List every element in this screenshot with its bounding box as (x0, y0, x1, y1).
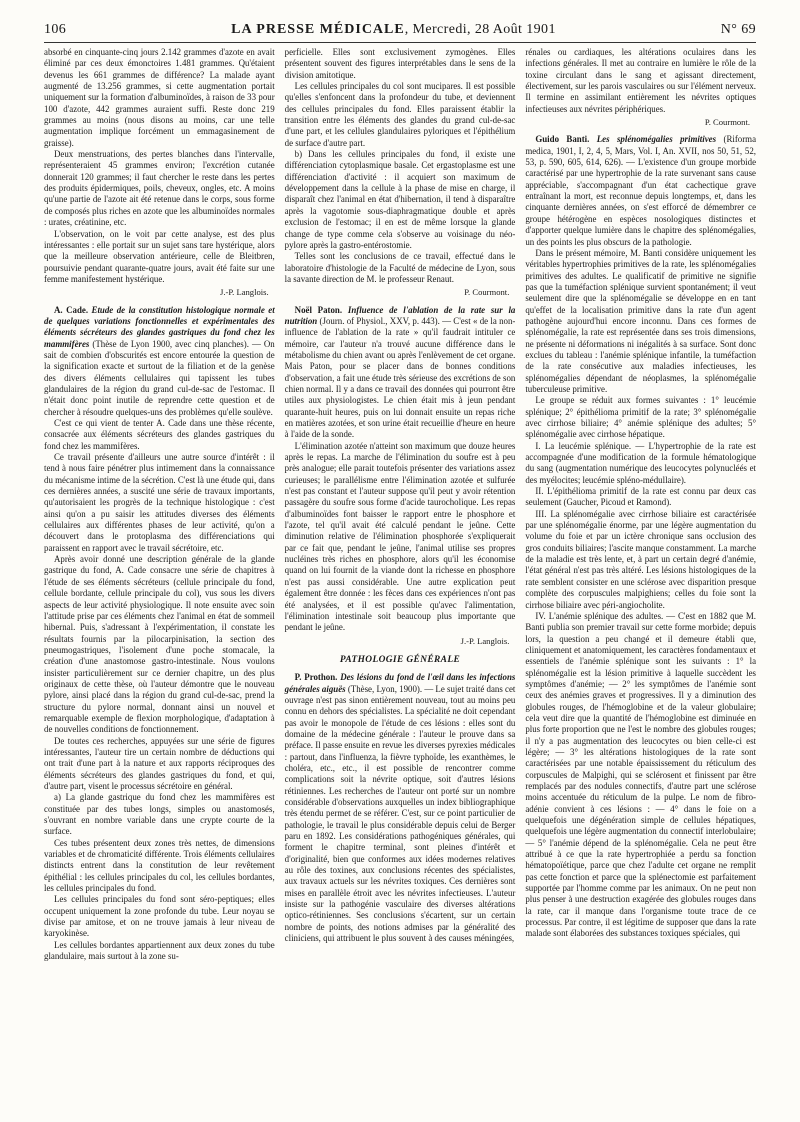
paragraph: L'observation, on le voit par cette analyse, est des plus intéressantes : elle portait sur un sujet sans tare hystérique, alors que la meilleure observation antérieure, celle de Bleitbren, poursuivie pendant quarante-quatre jours, avait été faite sur une femme manifestement hystérique. (44, 228, 275, 284)
review-title: Etude de la constitution histologique normale et de quelques variations fonctionnelles et expérimentales des éléments sécréteurs des glandes gastriques du fond chez les mammifères (44, 304, 275, 349)
review-entry (44, 305, 275, 418)
author-signature: J.-P. Langlois. (219, 287, 269, 298)
paragraph: Telles sont les conclusions de ce travail, effectué dans le laboratoire d'histologie de la Faculté de médecine de Lyon, sous la savante direction de M. le professeur Renaut. (284, 251, 516, 284)
paragraph: C'est ce qui vient de tenter A. Cade dans une thèse récente, consacrée aux éléments sécréteurs des glandes gastriques du fond chez les mammifères. (44, 418, 275, 451)
paragraph: L'élimination azotée n'atteint son maximum que douze heures après le repas. La marche de l'élimination du soufre est à peu près analogue; elle parait toutefois présenter des variations assez curieuses; le parallélisme entre l'élimination azotée et sulfurée n'est pas constant et l'auteur suppose qu'il peut y avoir rétention passagère du soufre sous forme d'acide taurocholique. Les repas d'albuminoïdes font baisser le rapport entre le phosphore et l'azote, tel qu'il avait été calculé pendant le jeûne. Cette diminution relative de l'élimination phosphorée s'expliquerait par ce fait que, pendant le jeûne, l'animal utilise ses propres nucléines très riches en phosphore, alors qu'il les économise quand on lui fournit de la viande dont la richesse en phosphore n'est pas aussi considérable. Une autre explication peut également être donnée : les fèces dans ces expériences n'ont pas été analysées, et il est possible qu'avec l'alimentation, l'élimination intestinale soit beaucoup plus importante que pendant le jeûne. (284, 440, 516, 633)
issue-date: , Mercredi, 28 Août 1901 (404, 22, 556, 37)
review-title: Influence de l'ablation de la rate sur la nutrition (284, 304, 516, 326)
review-author: A. Cade. (54, 304, 89, 315)
author-signature: P. Courmont. (464, 287, 510, 298)
review-body: (Riforma medica, 1901, I, 2, 4, 5, Mars, Vol. I, An. XVII, nos 50, 51, 52, 53, p. 590, 605, 614, 626). — L'existence d'un groupe morbide caractérisé par une hypertrophie de la rate survenant sans cause appréciable, s'accompagnant d'un état cachectique grave entraînant la mort, est reconnue depuis longtemps, et, dans les cinquante dernières années, on s'est efforcé de démembrer ce groupe hétérogène en espèces nosologiques distinctes et d'apporter quelque lumière dans le chapitre des splénomégalies, un des points les plus obscurs de la pathologie. (525, 134, 757, 247)
author-signature: P. Courmont. (704, 117, 751, 128)
paragraph: Les cellules bordantes appartiennent aux deux zones du tube glandulaire, mais surtout à la zone su- (44, 939, 275, 962)
section-heading: PATHOLOGIE GÉNÉRALE (339, 654, 461, 665)
review-title: Les splénomégalies primitives (596, 134, 717, 145)
paragraph: IV. L'anémie splénique des adultes. — C'est en 1882 que M. Banti publia son premier travail sur cette forme morbide; depuis lors, la question a peu changé et il demeure établi que, cliniquement et anatomiquement, les caractères fondamentaux et essentiels de l'anémie splénique sont les suivants : 1° la splénomégalie est la lésion primitive à laquelle succèdent les symptômes d'anémie; — 2° les symptômes de l'anémie sont ceux des anémies graves et progressives. Il y a diminution des globules rouges, de l'hémoglobine et de la valeur globulaire; cela veut dire que la quantité de l'hémoglobine est diminuée en plus forte proportion que ne l'est le nombre des globules rouges; il n'y a pas augmentation des leucocytes ou bien celle-ci est légère; — 3° les altérations histologiques de la rate sont caractérisées par une notable épaississement du réticulum des corpuscules de Malpighi, qui se sclérosent et finissent par être remplacés par des nodules connectifs, d'autre part une sclérose moins accentuée du réticulum de la pulpe. Le nom de fibro-adénie convient à ces lésions : — 4° dans le foie on a quelquefois une dégénération simple de cellules hépatiques, quelquefois une légère augmentation du connectif interlobulaire; — 5° l'anémie dépend de la splénomégalie. Cela ne peut être attribué à ce que la rate hypertrophiée a perdu sa fonction hématopoïétique, parce que chez l'adulte cet organe ne remplit pas cette fonction et parce que la splénectomie est parfaitement supportée par l'homme comme par les animaux. On ne peut non plus penser à une destruction exagérée des globules rouges dans la rate, car il manque dans l'organisme toute trace de ce processus. Par contre, il est légitime de supposer que dans la rate malade sont élaborées des substances toxiques spéciales, qui (525, 610, 757, 939)
paragraph: Les cellules principales du col sont mucipares. Il est possible qu'elles s'enfoncent dans la profondeur du tube, et deviennent des cellules principales du fond. Elles paraissent établir la transition entre les éléments des glandes du grand cul-de-sac d'une part, et les cellules glandulaires pyloriques et l'épithélium de surface d'autre part. (284, 81, 516, 148)
paragraph: b) Dans les cellules principales du fond, il existe une différenciation cytoplasmique basale. Cet ergastoplasme est une différenciation d'activité : il acquiert son maximum de développement dans la cellule à la phase de mise en charge, il disparaît chez l'animal en état d'hibernation, il tend à disparaître après la vagotomie sous-diaphragmatique double et après exclusion de l'estomac; il en est de même lorsque la glande change de type comme cela s'observe au voisinage du néo-pylore après la gastro-entérostomie. (284, 149, 516, 250)
author-signature: J.-P. Langlois. (460, 635, 510, 646)
paragraph: perficielle. Elles sont exclusivement zymogènes. Elles présentent souvent des figures interprétables dans le sens de la division amitotique. (284, 47, 516, 80)
paragraph: Après avoir donné une description générale de la glande gastrique du fond, A. Cade consacre une série de chapitres à l'étude de ses éléments sécréteurs (cellule principale du fond, cellule bordante, cellule principale du col), vus sous les divers aspects de leur activité physiologique. Il note ensuite avec soin l'attitude prise par ces éléments chez l'animal en état de sommeil hibernal. Puis, s'adressant à l'expérimentation, il constate les résultats fournis par la pilocarpinisation, la section des pneumogastriques, l'isolement d'une poche stomacale, la création d'une anastomose gastro-intestinale. Nous voulons insister particulièrement sur ce dernier chapitre, un des plus originaux de cette thèse, où l'auteur démontre que le nouveau pylore, ainsi placé dans la région du grand cul-de-sac, prend la structure du pylore normal, donnant ainsi un nouvel et remarquable exemple de flexion morphologique, d'adaptation à de nouvelles conditions de fonctionnement. (44, 554, 275, 735)
review-author: Guido Banti. (535, 134, 590, 145)
paragraph: Les cellules principales du fond sont séro-peptiques; elles occupent uniquement la zone profonde du tube. Leur noyau se divise par amitose, et on ne trouve jamais à leur niveau de karyokinèse. (44, 894, 275, 939)
review-body: (Thèse, Lyon, 1900). — Le sujet traité dans cet ouvrage n'est pas sinon entièrement nouveau, tout au moins peu connu en dehors des spécialistes. La spécialité ne doit cependant pas avoir le monopole de l'étude de ces lésions : elles sont du domaine de la médecine générale : l'auteur le prouve dans sa préface. Il passe ensuite en revue les diverses pyrexies médicales : partout, dans l'influenza, la fièvre typhoïde, les exanthèmes, le choléra, etc., etc., il est possible de rencontrer comme complications soit la névrite optique, soit d'autres lésions rétiniennes. Les recherches de l'auteur ont porté sur un nombre considérable d'observations auxquelles un index bibliographique très étendu permet de se référer. C'est, sur ce point particulier de pathologie, le travail le plus considérable depuis celui de Berger paru en 1892. Les considérations pathogéniques générales, qui forment le chapitre terminal, sont pleines d'intérêt et d'originalité, bien que conformes aux idées modernes relatives au rôle des toxines, aux conclusions récentes des spécialistes, aux travaux actuels sur les névrites toxiques. Ces dernières sont mises en parallèle étroit avec les névrites infectieuses. L'auteur insiste sur la pathogénie vasculaire des diverses altérations optico-rétiniennes. Ses conclusions s'écartent, sur un certain nombre de points, des notions admises par la généralité des cliniciens, qui attribuent le plus souvent à des causes méningées, (284, 683, 516, 944)
paragraph: III. La splénomégalie avec cirrhose biliaire est caractérisée par une splénomégalie énorme, par une légère augmentation du volume du foie et par un ictère chronique sans occlusion des gros conduits biliaires; l'ascite manque constamment. La marche de la maladie est très lente, et, à part un certain degré d'anémie, l'état général n'est pas très altéré. Les lésions histologiques de la rate semblent consister en une sclérose avec disparition presque complète des corpuscules malpighiens; celles du foie sont la cirrhose biliaire avec péri-angiocholite. (525, 508, 757, 610)
column-3 (525, 47, 756, 963)
paragraph: Ce travail présente d'ailleurs une autre source d'intérêt : il tend à nous faire pénétrer plus intimement dans la connaissance du mécanisme intime de la sécrétion. C'est là une étude qui, dans ces dernières années, a suscité une série de travaux importants, qu'autorisaient les progrès de la technique histologique : c'est ainsi qu'on a pu saisir les attitudes diverses des éléments cellulaires aux différentes phases de leur activité, qu'on a découvert dans le protoplasma des différenciations qui paraissent en rapport avec le travail sécrétoire, etc. (44, 452, 275, 553)
paragraph: Le groupe se réduit aux formes suivantes : 1° leucémie splénique; 2° épithélioma primitif de la rate; 3° splénomégalie avec cirrhose biliaire; 4° anémie splénique des adultes; 5° splénomégalie avec cirrhose hépatique. (525, 395, 757, 440)
paragraph: II. L'épithélioma primitif de la rate est connu par deux cas seulement (Gaucher, Picoud et Ramond). (525, 486, 757, 508)
journal-title: LA PRESSE MÉDICALE (231, 22, 405, 37)
paragraph: rénales ou cardiaques, les altérations oculaires dans les infections générales. Il met au contraire en lumière le rôle de la toxine circulant dans le sang et agissant directement, électivement, sur les parois vasculaires ou sur l'élément nerveux. Il termine en assimilant entièrement les névrites optiques infectieuses aux névrites périphériques. (525, 47, 757, 114)
paragraph: a) La glande gastrique du fond chez les mammifères est constituée par des tubes longs, simples ou anastomosés, s'ouvrant en nombre variable dans une crypte courte de la surface. (44, 792, 275, 837)
page-header (44, 22, 756, 43)
paragraph: Ces tubes présentent deux zones très nettes, de dimensions variables et de chromaticité différente. Trois éléments cellulaires distincts entrent dans la constitution de leur revêtement épithélial : les cellules principales du col, les cellules bordantes, les cellules principales du fond. (44, 837, 275, 894)
review-body: (Thèse de Lyon 1900, avec cinq planches). — On sait de combien d'obscurités est encore entourée la question de la signification exacte et surtout de la filiation et de la genèse des divers éléments cellulaires qui tapissent les tubes glandulaires de la région du grand cul-de-sac de l'estomac. Il n'était donc point inutile de reprendre cette question et de chercher à résoudre quelques-uns des problèmes qu'elle soulève. (44, 338, 275, 417)
paragraph: absorbé en cinquante-cinq jours 2.142 grammes d'azote en avait éliminé par ces deux émonctoires 1.481 grammes. Qu'étaient devenus les 661 grammes de différence? La malade ayant augmenté de 13.256 grammes, si cette augmentation portait uniquement sur la formation d'albuminoïdes, à raison de 33 pour 100 d'azote, 442 grammes auraient suffi. Reste donc 219 grammes au moins (nous disons au moins, car une telle augmentation implique forcément un emmagasinement de graisse). (44, 47, 275, 148)
issue-number: N° 69 (720, 22, 756, 37)
review-body: (Journ. of Physiol., XXV, p. 443). — C'est « de la non-influence de l'ablation de la rate » qu'il faudrait intituler ce mémoire, car l'auteur n'a trouvé aucune différence dans le métabolisme du chien avant ou après l'enlèvement de cet organe. Mais Paton, pour se placer dans de bonnes conditions d'observation, a fait une étude très sérieuse des excrétions de son chien normal. Il y a dans ce travail des données qui pourront être utiles aux physiologistes. Le chien était mis à jeun pendant quarante-huit heures, puis on lui donnait ensuite un repas riche en matières azotées, et son urine était recueillie d'heure en heure à l'aide de la sonde. (284, 315, 516, 440)
review-entry (285, 305, 516, 441)
review-author: Noël Paton. (294, 304, 343, 315)
review-author: P. Prothon. (294, 672, 338, 683)
article-columns (44, 47, 756, 963)
review-title: Des lésions du fond de l'œil dans les infections générales aiguës (284, 672, 516, 694)
paragraph: I. La leucémie splénique. — L'hypertrophie de la rate est accompagnée d'une modification de la formule hématologique du sang (augmentation numérique des leucocytes polynucléés et des myélocites; leucémie spléno-médullaire). (525, 440, 757, 485)
page-number: 106 (44, 22, 67, 37)
column-2 (285, 47, 516, 963)
paragraph: De toutes ces recherches, appuyées sur une série de figures intéressantes, l'auteur tire un certain nombre de déductions qui ont trait d'une part à la nature et aux rapports réciproques des éléments sécréteurs des glandes gastriques du fond, et qui, d'autre part, visent le processus sécrétoire en général. (44, 735, 275, 791)
paragraph: Dans le présent mémoire, M. Banti considère uniquement les véritables hypertrophies primitives de la rate, les splénomégalies primitives des adultes. Le qualificatif de primitive ne signifie pas que la tuméfaction splénique survient spontanément; il veut seulement dire que la splénomégalie se développe en en tant qu'effet de la localisation primitive dans la rate d'un agent pathogène aujourd'hui encore inconnu. Dans ces formes de splénomégalie, la rate est représentée dans ses trois dimensions, ne présente ni déformations ni inégalités à sa surface. Sont donc exclues du tableau : l'anémie splénique infantile, la tuméfaction de la rate consécutive aux maladies infectieuses, les splénomégalies dépendant de néoplasmes, la splénomégalie tuberculeuse primitive. (525, 247, 757, 394)
column-1 (44, 47, 275, 963)
journal-masthead (231, 22, 556, 38)
paragraph: Deux menstruations, des pertes blanches dans l'intervalle, représenteraient 45 grammes environ; l'excrétion cutanée donnerait 120 grammes; il faut chercher le reste dans les pertes des produits épidermiques, poils, cheveux, ongles, etc. A moins qu'une partie de l'azote ait été retenue dans le corps, sous forme de composés plus riches en azote que les albuminoïdes normales : urates, créatinine, etc. (44, 149, 275, 228)
review-entry (285, 672, 516, 944)
review-entry (525, 134, 756, 247)
